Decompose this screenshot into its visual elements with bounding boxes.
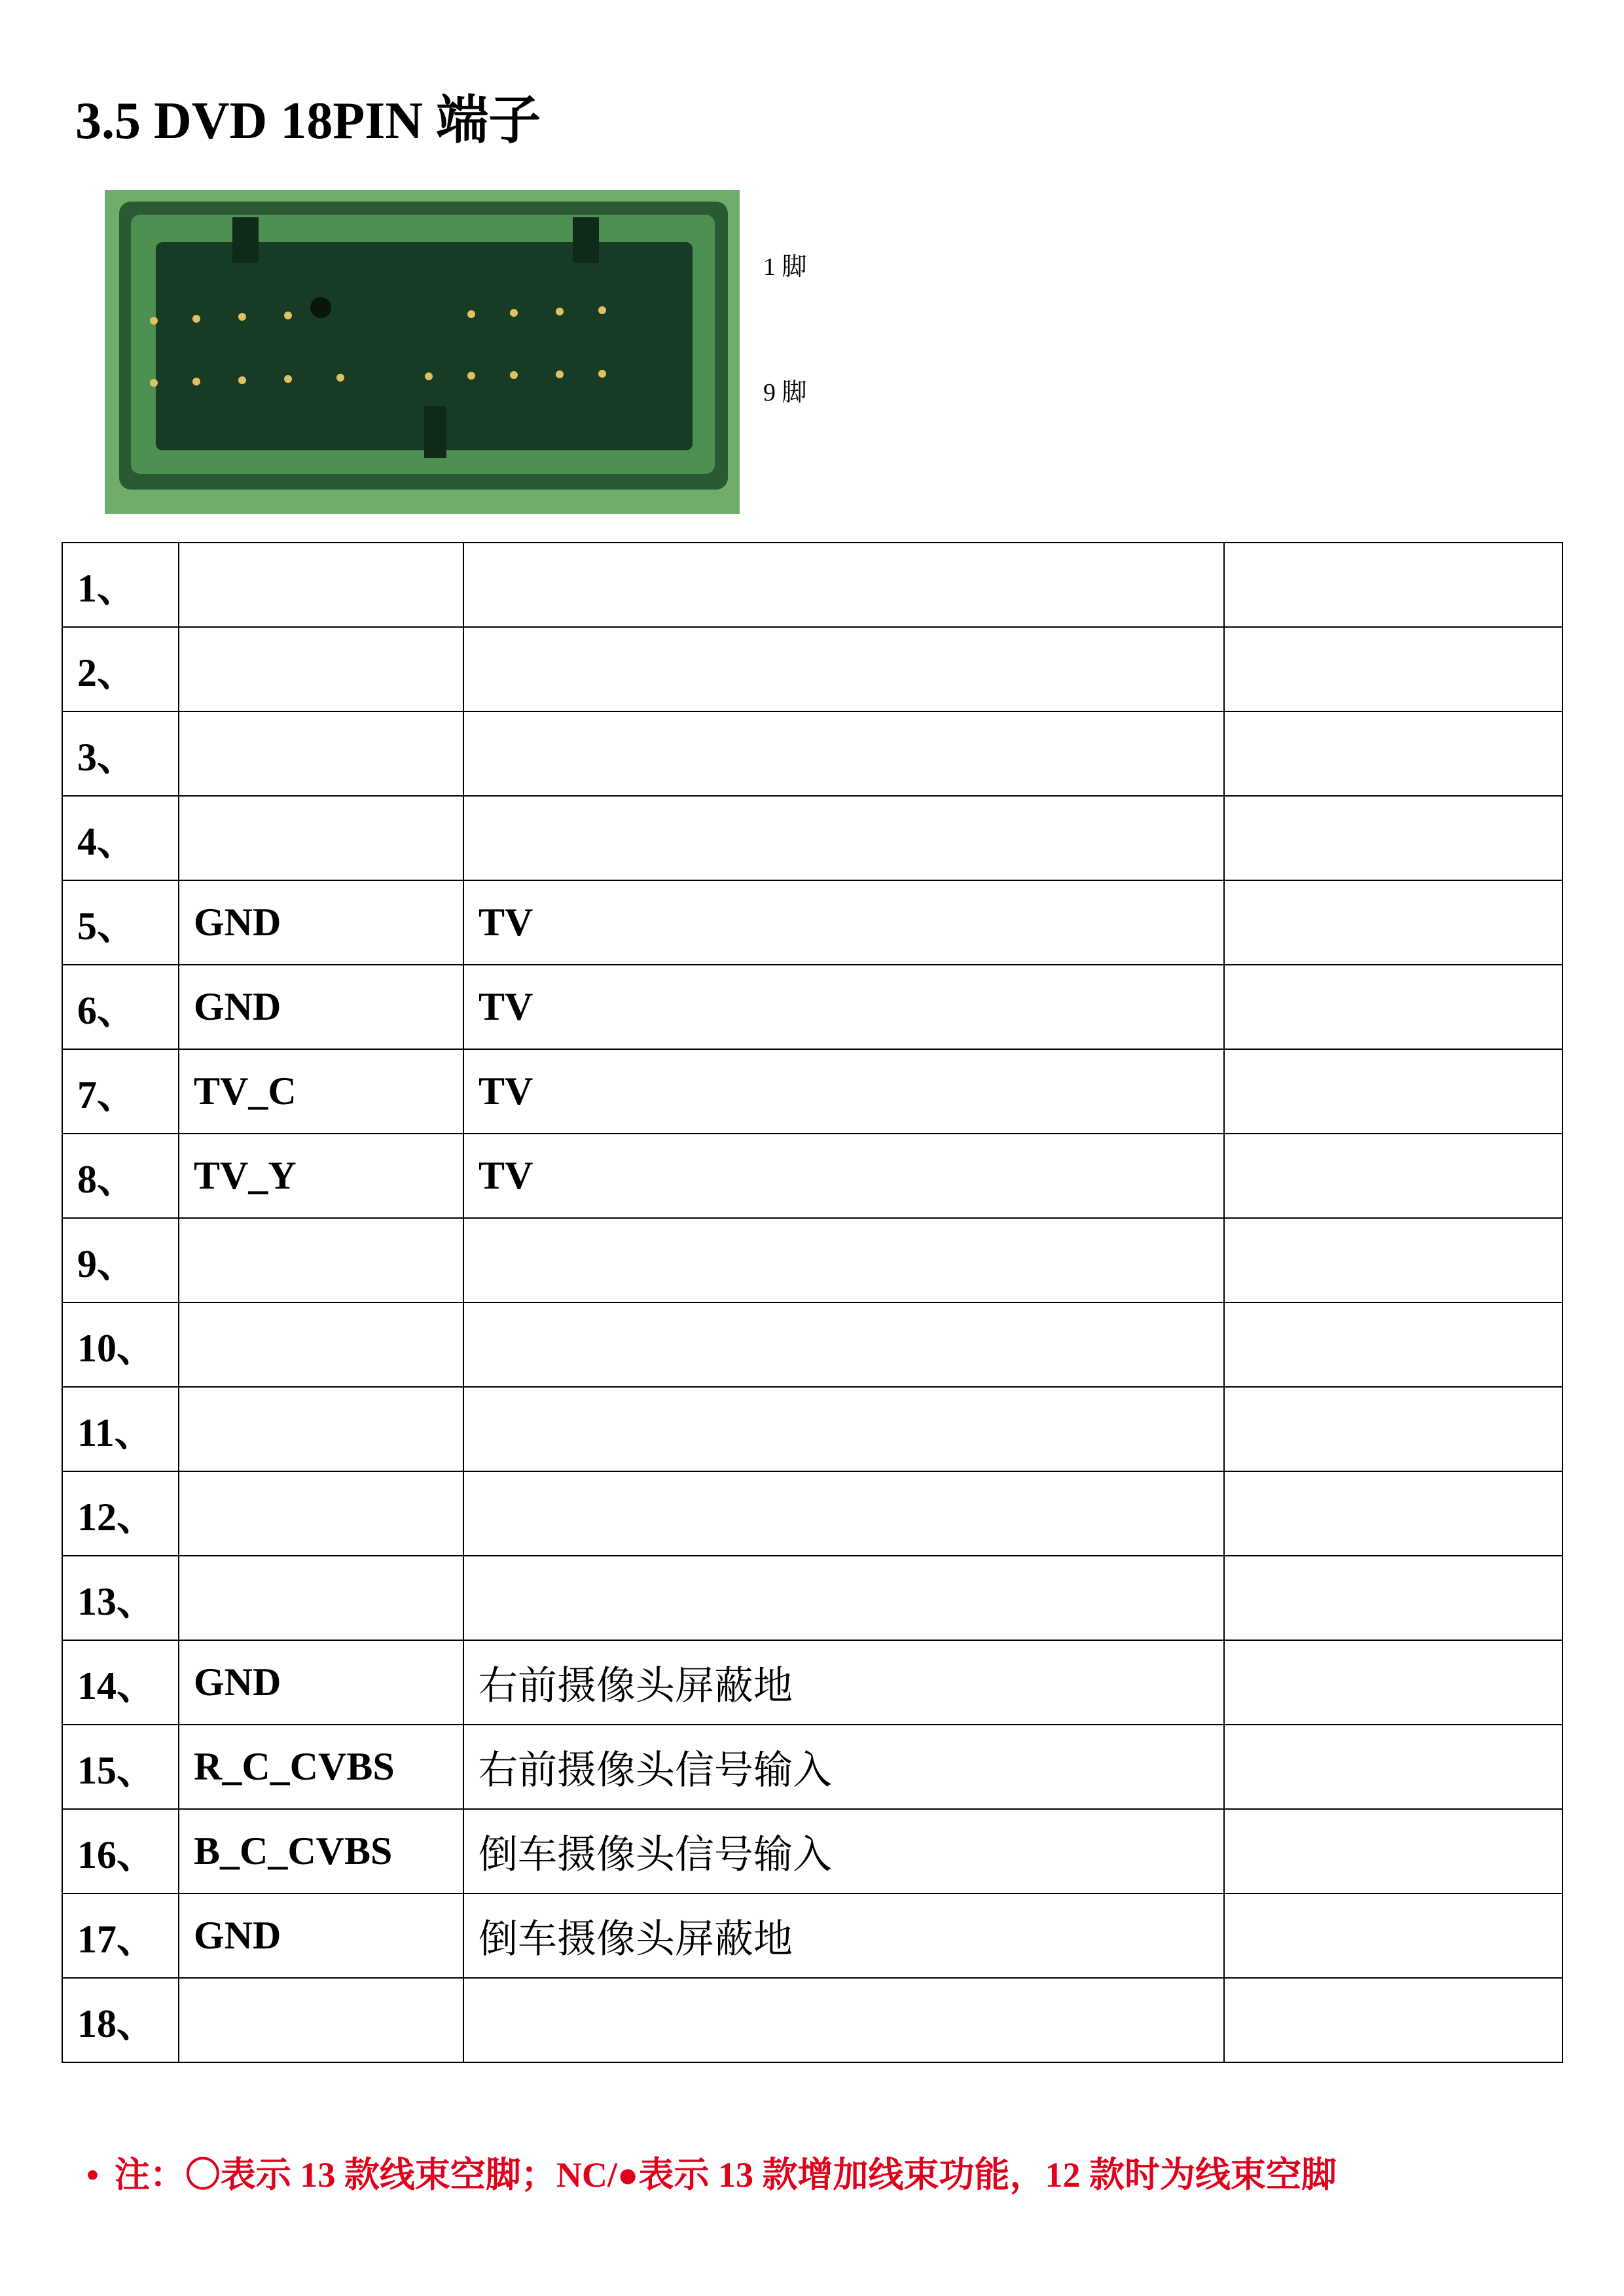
table-row [62,1640,1562,1725]
pin-signal: TV_Y [179,1134,463,1218]
pin-signal: GND [179,1893,463,1978]
pin9-label: 9 脚 [763,379,807,406]
pin-description [463,627,1224,711]
pin-description: TV [463,965,1224,1049]
pin-signal [179,1556,463,1640]
pin-signal [179,543,463,627]
pin-remark [1224,1302,1562,1387]
pin-remark [1224,711,1562,796]
pin-signal [179,796,463,880]
connector-photo [105,190,740,514]
table-row [62,1049,1562,1134]
pin-remark [1224,1556,1562,1640]
pin-remark [1224,1471,1562,1556]
pin-number: 8、 [62,1134,179,1218]
pin-description [463,543,1224,627]
pin-signal [179,1387,463,1471]
pin-number: 17、 [62,1893,179,1978]
pin-description [463,1387,1224,1471]
pin-remark [1224,1725,1562,1809]
page-title: 3.5 DVD 18PIN 端子 [75,92,541,150]
pin1-label: 1 脚 [763,253,807,281]
pin-signal [179,627,463,711]
table-row [62,1809,1562,1893]
table-row [62,1218,1562,1302]
pin-description [463,1978,1224,2062]
key-tab [424,406,446,458]
pin-remark [1224,880,1562,965]
pin-number: 3、 [62,711,179,796]
pin-description: TV [463,1134,1224,1218]
pin-number: 12、 [62,1471,179,1556]
bullet-icon: • [86,2155,99,2195]
pin-contact [425,372,433,380]
pin-number: 15、 [62,1725,179,1809]
pin-contact [284,375,292,383]
pin-description [463,796,1224,880]
pin-contact [238,376,246,384]
pin-remark [1224,1049,1562,1134]
pin-number: 1、 [62,543,179,627]
pin-contact [598,370,606,378]
table-row [62,1471,1562,1556]
pin-remark [1224,1978,1562,2062]
pin-contact [238,313,246,321]
pin-contact [510,371,518,379]
pin-contact [284,312,292,319]
pin-signal [179,1302,463,1387]
footnote-text: 注：〇表示 13 款线束空脚；NC/●表示 13 款增加线束功能，12 款时为线束空脚 [114,2155,1337,2195]
pin-signal: GND [179,965,463,1049]
pin-signal: GND [179,880,463,965]
pin-table [62,542,1563,2063]
pin-contact [510,309,518,317]
table-row [62,1978,1562,2062]
pin-signal: TV_C [179,1049,463,1134]
pin-number: 5、 [62,880,179,965]
pin-signal: R_C_CVBS [179,1725,463,1809]
table-row [62,627,1562,711]
pin-number: 9、 [62,1218,179,1302]
pin-contact [150,379,158,387]
pin-description: TV [463,1049,1224,1134]
pin-description [463,1556,1224,1640]
pin-description: 倒车摄像头屏蔽地 [463,1893,1224,1978]
table-row [62,796,1562,880]
pin-contact [150,317,158,325]
pin-number: 18、 [62,1978,179,2062]
latch-right [573,217,599,263]
pin-contact [467,372,475,380]
pin-description: TV [463,880,1224,965]
pin-number: 4、 [62,796,179,880]
table-row [62,543,1562,627]
pin-remark [1224,1893,1562,1978]
pin-signal [179,1978,463,2062]
pin-signal [179,1218,463,1302]
pin-contact [556,370,564,378]
pin-description: 倒车摄像头信号输入 [463,1809,1224,1893]
pin-description: 右前摄像头信号输入 [463,1725,1224,1809]
pin-description: 右前摄像头屏蔽地 [463,1640,1224,1725]
table-row [62,1302,1562,1387]
pin-remark [1224,1134,1562,1218]
pin-contact [192,378,200,386]
pin-contact [556,308,564,315]
pin-remark [1224,1218,1562,1302]
table-row [62,1134,1562,1218]
pin-remark [1224,1640,1562,1725]
table-row [62,880,1562,965]
pin-description [463,1302,1224,1387]
pin-description [463,1218,1224,1302]
pin-signal: GND [179,1640,463,1725]
pin-number: 11、 [62,1387,179,1471]
pin-contact [598,306,606,314]
alignment-hole [310,297,331,318]
pin-remark [1224,543,1562,627]
pin-signal [179,711,463,796]
pin-number: 2、 [62,627,179,711]
pin-number: 7、 [62,1049,179,1134]
pin-number: 13、 [62,1556,179,1640]
table-row [62,711,1562,796]
pin-contact [336,374,344,382]
latch-left [232,217,259,263]
pin-remark [1224,627,1562,711]
pin-remark [1224,796,1562,880]
footnote [86,2149,1337,2201]
pin-remark [1224,1387,1562,1471]
pin-remark [1224,1809,1562,1893]
pin-contact [467,310,475,318]
pin-number: 16、 [62,1809,179,1893]
table-row [62,1387,1562,1471]
table-row [62,965,1562,1049]
pin-description [463,711,1224,796]
pin-remark [1224,965,1562,1049]
table-row [62,1893,1562,1978]
pin-number: 10、 [62,1302,179,1387]
pin-contact [192,315,200,323]
pin-description [463,1471,1224,1556]
pin-signal [179,1471,463,1556]
pin-number: 6、 [62,965,179,1049]
table-row [62,1556,1562,1640]
pin-number: 14、 [62,1640,179,1725]
table-row [62,1725,1562,1809]
pin-signal: B_C_CVBS [179,1809,463,1893]
